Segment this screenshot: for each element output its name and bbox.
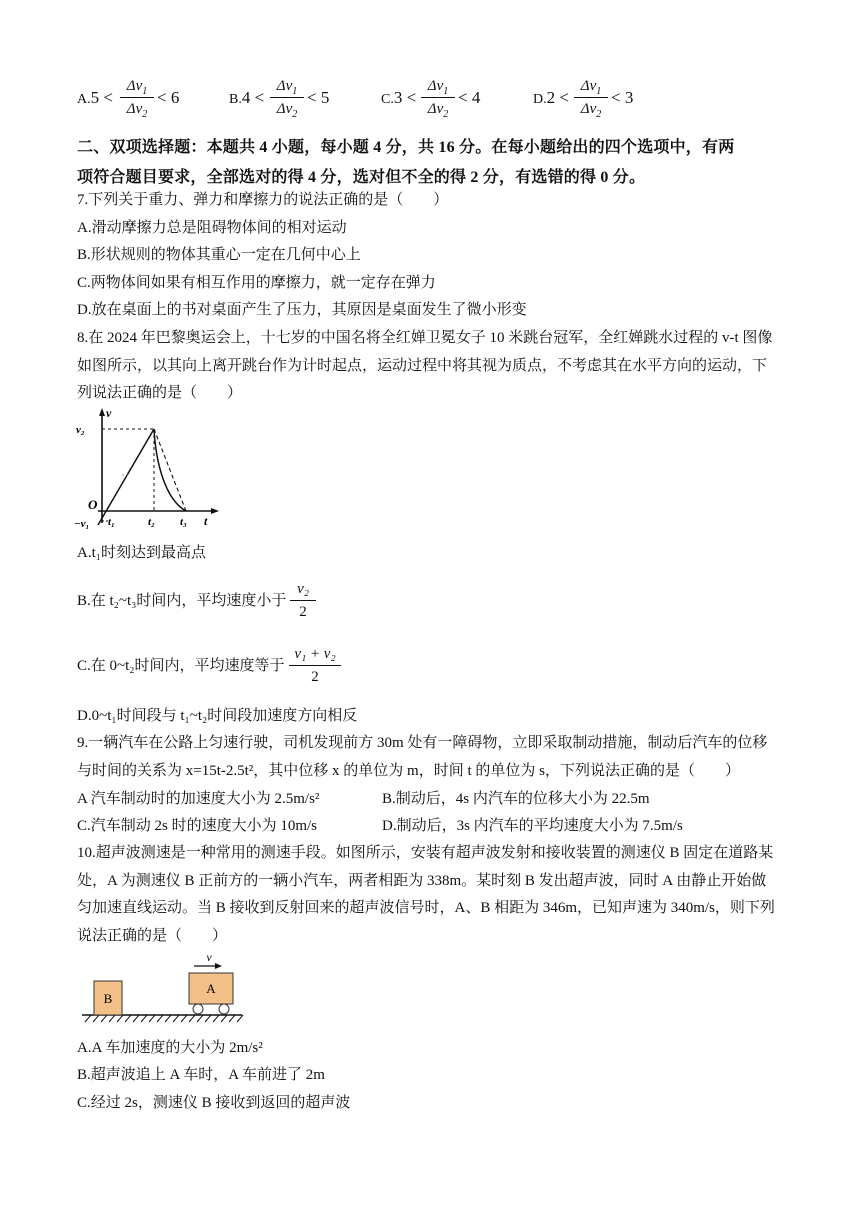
q6-option-c-upper-wrap: < 4 xyxy=(458,88,481,107)
q7-option-d: D.放在桌面上的书对桌面产生了压力，其原因是桌面发生了微小形变 xyxy=(77,302,527,318)
q8-stem-line-2: 如图所示，以其向上离开跳台作为计时起点，运动过程中将其视为质点，不考虑其在水平方向的运动，下 xyxy=(77,357,768,374)
question-7 xyxy=(77,187,789,325)
section-2-heading xyxy=(77,133,787,193)
q8-option-c-fraction xyxy=(289,644,341,687)
q6-option-c-lower: 3 xyxy=(393,88,403,107)
car-a-wheel-right xyxy=(219,1004,229,1014)
v-label: v xyxy=(106,406,112,420)
q8-c-numerator: v₁ + v₂ xyxy=(294,646,336,662)
q8-option-a: A.t₁时刻达到最高点 xyxy=(77,545,206,561)
q6-option-d-label: D. xyxy=(533,92,547,107)
q6-option-a-upper: 6 xyxy=(170,88,180,107)
t1-label: t₁ xyxy=(108,516,115,528)
q10-figure xyxy=(82,948,252,1026)
q9-option-c: C.汽车制动 2s 时的速度大小为 10m/s xyxy=(77,818,318,834)
ground-hatch xyxy=(85,1015,243,1022)
q6-option-a-lower: 5 xyxy=(90,88,100,107)
t-label: t xyxy=(204,514,208,528)
q8-b-denominator: 2 xyxy=(299,604,307,620)
q10-stem-line-2: 处，A 为测速仪 B 正前方的一辆小汽车，两者相距为 338m。某时刻 B 发出超声波，同时 A 由静止开始做 xyxy=(77,872,767,889)
q8-stem-line-1: 8.在 2024 年巴黎奥运会上，十七岁的中国名将全红婵卫冕女子 10 米跳台冠军，全红婵跳水过程的 v-t 图像 xyxy=(77,330,773,346)
v2-label: v₂ xyxy=(76,424,85,436)
t2-label: t₂ xyxy=(148,516,155,528)
q8-option-b-fraction xyxy=(290,579,316,622)
q6-option-c: C.3 < xyxy=(381,88,417,107)
q10-stem-line-4: 说法正确的是（ ） xyxy=(77,927,228,944)
q6-option-b-lower: 4 xyxy=(241,88,251,107)
section-2-line-2: 项符合题目要求，全部选对的得 4 分，选对但不全的得 2 分，有选错的得 0 分。 xyxy=(77,169,646,186)
question-9 xyxy=(77,730,789,785)
q6-option-a-label: A. xyxy=(77,92,91,107)
q8-stem-line-3: 列说法正确的是（ ） xyxy=(77,385,243,401)
q10-option-c: C.经过 2s，测速仪 B 接收到返回的超声波 xyxy=(77,1095,351,1111)
q8-option-b xyxy=(77,591,286,611)
q8-option-c-text: C.在 0~t₂时间内，平均速度等于 xyxy=(77,658,285,674)
q6-option-b-upper: 5 xyxy=(320,88,330,107)
car-a-wheel-left xyxy=(193,1004,203,1014)
q10-option-a: A.A 车加速度的大小为 2m/s² xyxy=(77,1040,263,1056)
car-a-label: A xyxy=(206,981,216,996)
q6-option-c-upper: 4 xyxy=(471,88,481,107)
q9-option-d: D.制动后，3s 内汽车的平均速度大小为 7.5m/s xyxy=(382,818,683,834)
q8-vt-graph xyxy=(74,405,224,535)
q6-option-b-upper-wrap: < 5 xyxy=(307,88,330,107)
section-2-line-1: 二、双项选择题：本题共 4 小题，每小题 4 分，共 16 分。在每小题给出的四个选项中，有两 xyxy=(77,139,735,156)
velocity-label: v xyxy=(206,950,212,964)
q6-option-d-upper: 3 xyxy=(624,88,634,107)
q8-b-numerator: v₂ xyxy=(297,581,309,597)
straight-decline-dashed xyxy=(154,429,186,511)
q6-option-b-label: B. xyxy=(229,92,242,107)
q7-option-a: A.滑动摩擦力总是阻碍物体间的相对运动 xyxy=(77,219,347,236)
q10-option-b: B.超声波追上 A 车时，A 车前进了 2m xyxy=(77,1067,325,1083)
q7-option-c: C.两物体间如果有相互作用的摩擦力，就一定存在弹力 xyxy=(77,274,436,291)
q7-option-b: B.形状规则的物体其重心一定在几何中心上 xyxy=(77,247,361,263)
box-b-label: B xyxy=(103,991,113,1006)
q6-option-c-fraction: $\Delta v_1$ $\Delta v_2$ xyxy=(421,76,455,119)
q10-stem-line-3: 匀加速直线运动。当 B 接收到反射回来的超声波信号时，A、B 相距为 346m，已知声速为 340m/s，则下列 xyxy=(77,900,775,916)
q6-option-a: A.5 < xyxy=(77,88,113,107)
v-axis-arrow xyxy=(99,408,105,416)
q6-option-d-upper-wrap: < 3 xyxy=(611,88,634,107)
question-8-stem xyxy=(77,325,789,408)
t-axis-arrow xyxy=(211,508,219,514)
q6-option-d: D.2 < xyxy=(533,88,569,107)
q9-stem-line-1: 9.一辆汽车在公路上匀速行驶，司机发现前方 30m 处有一障碍物，立即采取制动措施，制动后汽车的位移 xyxy=(77,735,768,751)
q6-option-b-fraction: $\Delta v_1$ $\Delta v_2$ xyxy=(270,76,304,119)
q6-option-d-lower: 2 xyxy=(546,88,556,107)
t3-label: t₃ xyxy=(180,516,187,528)
q10-stem-line-1: 10.超声波测速是一种常用的测速手段。如图所示，安装有超声波发射和接收装置的测速仪 B 固定在道路某 xyxy=(77,845,774,861)
origin-label: O xyxy=(88,497,98,512)
q8-option-b-text: B.在 t₂~t₃时间内，平均速度小于 xyxy=(77,593,287,609)
q8-option-c xyxy=(77,656,285,676)
q9-stem-line-2: 与时间的关系为 x=15t-2.5t²，其中位移 x 的单位为 m，时间 t 的单位为 s，下列说法正确的是（ ） xyxy=(77,762,740,779)
q8-option-d: D.0~t₁时间段与 t₁~t₂时间段加速度方向相反 xyxy=(77,708,358,724)
q8-c-denominator: 2 xyxy=(311,669,319,685)
q6-option-a-fraction: $\Delta v_1$ $\Delta v_2$ xyxy=(120,76,154,119)
q6-option-c-label: C. xyxy=(381,92,394,107)
q9-option-a: A 汽车制动时的加速度大小为 2.5m/s² xyxy=(77,791,320,807)
q6-option-a-upper-wrap: < 6 xyxy=(157,88,180,107)
q6-option-d-fraction: $\Delta v_1$ $\Delta v_2$ xyxy=(574,76,608,119)
neg-v1-label: −v₁ xyxy=(74,518,90,530)
q7-stem: 7.下列关于重力、弹力和摩擦力的说法正确的是（ ） xyxy=(77,192,449,208)
velocity-arrow-head xyxy=(215,963,222,969)
q6-option-b: B.4 < xyxy=(229,88,265,107)
question-10 xyxy=(77,840,789,950)
q9-option-b: B.制动后，4s 内汽车的位移大小为 22.5m xyxy=(382,791,650,807)
